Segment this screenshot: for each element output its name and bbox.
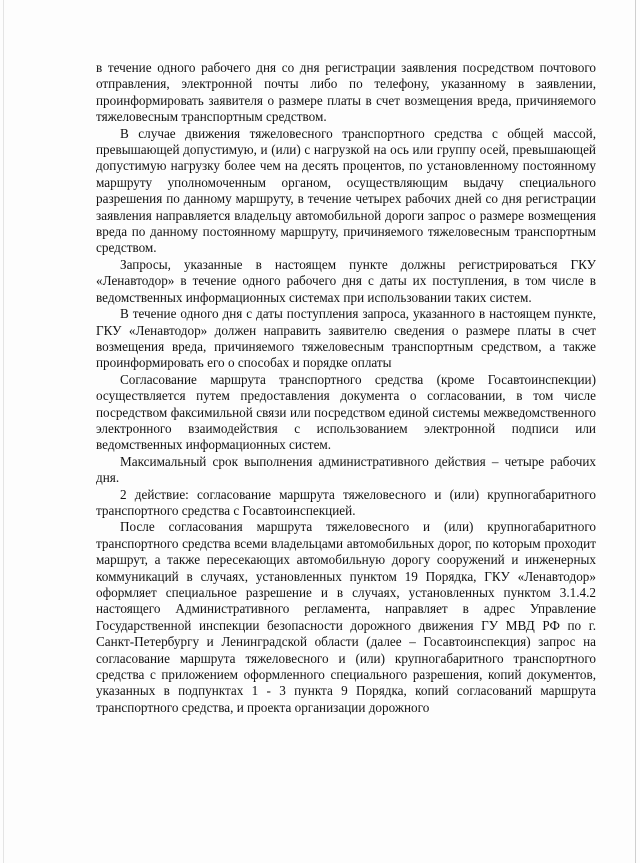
paragraph-action-2-heading: 2 действие: согласование маршрута тяжеловесного и (или) крупногабаритного транспортного средства с Госавтоинспекцией. <box>96 486 596 518</box>
paragraph-route-approval: Согласование маршрута транспортного средства (кроме Госавтоинспекции) осуществляется путем предоставления документа о согласовании, в том числе посредством факсимильной связи или посредством единой системы межведомственного электронного взаимодействия с использованием электронной подписи или ведомственных информационных систем. <box>96 371 596 453</box>
page-right-edge <box>635 0 636 863</box>
page-left-edge <box>3 0 4 863</box>
paragraph-heavy-vehicle-permanent-route: В случае движения тяжеловесного транспортного средства с общей массой, превышающей допустимую, и (или) с нагрузкой на ось или группу осей, превышающей допустимую нагрузку более чем на десять процентов, по установленному постоянному маршруту уполномоченным органом, осуществляющим выдачу специального разрешения по данному маршруту, в течение четырех рабочих дней со дня регистрации заявления направляется владельцу автомобильной дороги запрос о размере возмещения вреда по данному постоянному маршруту, причиняемого тяжеловесным транспортным средством. <box>96 125 596 256</box>
paragraph-after-approval: После согласования маршрута тяжеловесного и (или) крупногабаритного транспортного средства всеми владельцами автомобильных дорог, по которым проходит маршрут, а также пересекающих автомобильную дорогу сооружений и инженерных коммуникаций в случаях, установленных пунктом 19 Порядка, ГКУ «Ленавтодор» оформляет специальное разрешение и в случаях, установленных пунктом 3.1.4.2 настоящего Административного регламента, направляет в адрес Управление Государственной инспекции безопасности дорожного движения ГУ МВД РФ по г. Санкт-Петербургу и Ленинградской области (далее – Госавтоинспекция) запрос на согласование маршрута тяжеловесного и (или) крупногабаритного транспортного средства с приложением оформленного специального разрешения, копий документов, указанных в подпунктах 1 - 3 пункта 9 Порядка, копий согласований маршрута транспортного средства, и проекта организации дорожного <box>96 519 596 715</box>
paragraph-request-registration: Запросы, указанные в настоящем пункте должны регистрироваться ГКУ «Ленавтодор» в течение одного рабочего дня с даты их поступления, в том числе в ведомственных информационных системах при использовании таких систем. <box>96 256 596 305</box>
document-body <box>96 60 596 716</box>
paragraph-continuation: в течение одного рабочего дня со дня регистрации заявления посредством почтового отправления, электронной почты либо по телефону, указанному в заявлении, проинформировать заявителя о размере платы в счет возмещения вреда, причиняемого тяжеловесным транспортным средством. <box>96 60 596 125</box>
paragraph-payment-information: В течение одного дня с даты поступления запроса, указанного в настоящем пункте, ГКУ «Ленавтодор» должен направить заявителю сведения о размере платы в счет возмещения вреда, причиняемого тяжеловесным транспортным средством, а также проинформировать его о способах и порядке оплаты <box>96 306 596 371</box>
paragraph-max-duration: Максимальный срок выполнения административного действия – четыре рабочих дня. <box>96 453 596 486</box>
